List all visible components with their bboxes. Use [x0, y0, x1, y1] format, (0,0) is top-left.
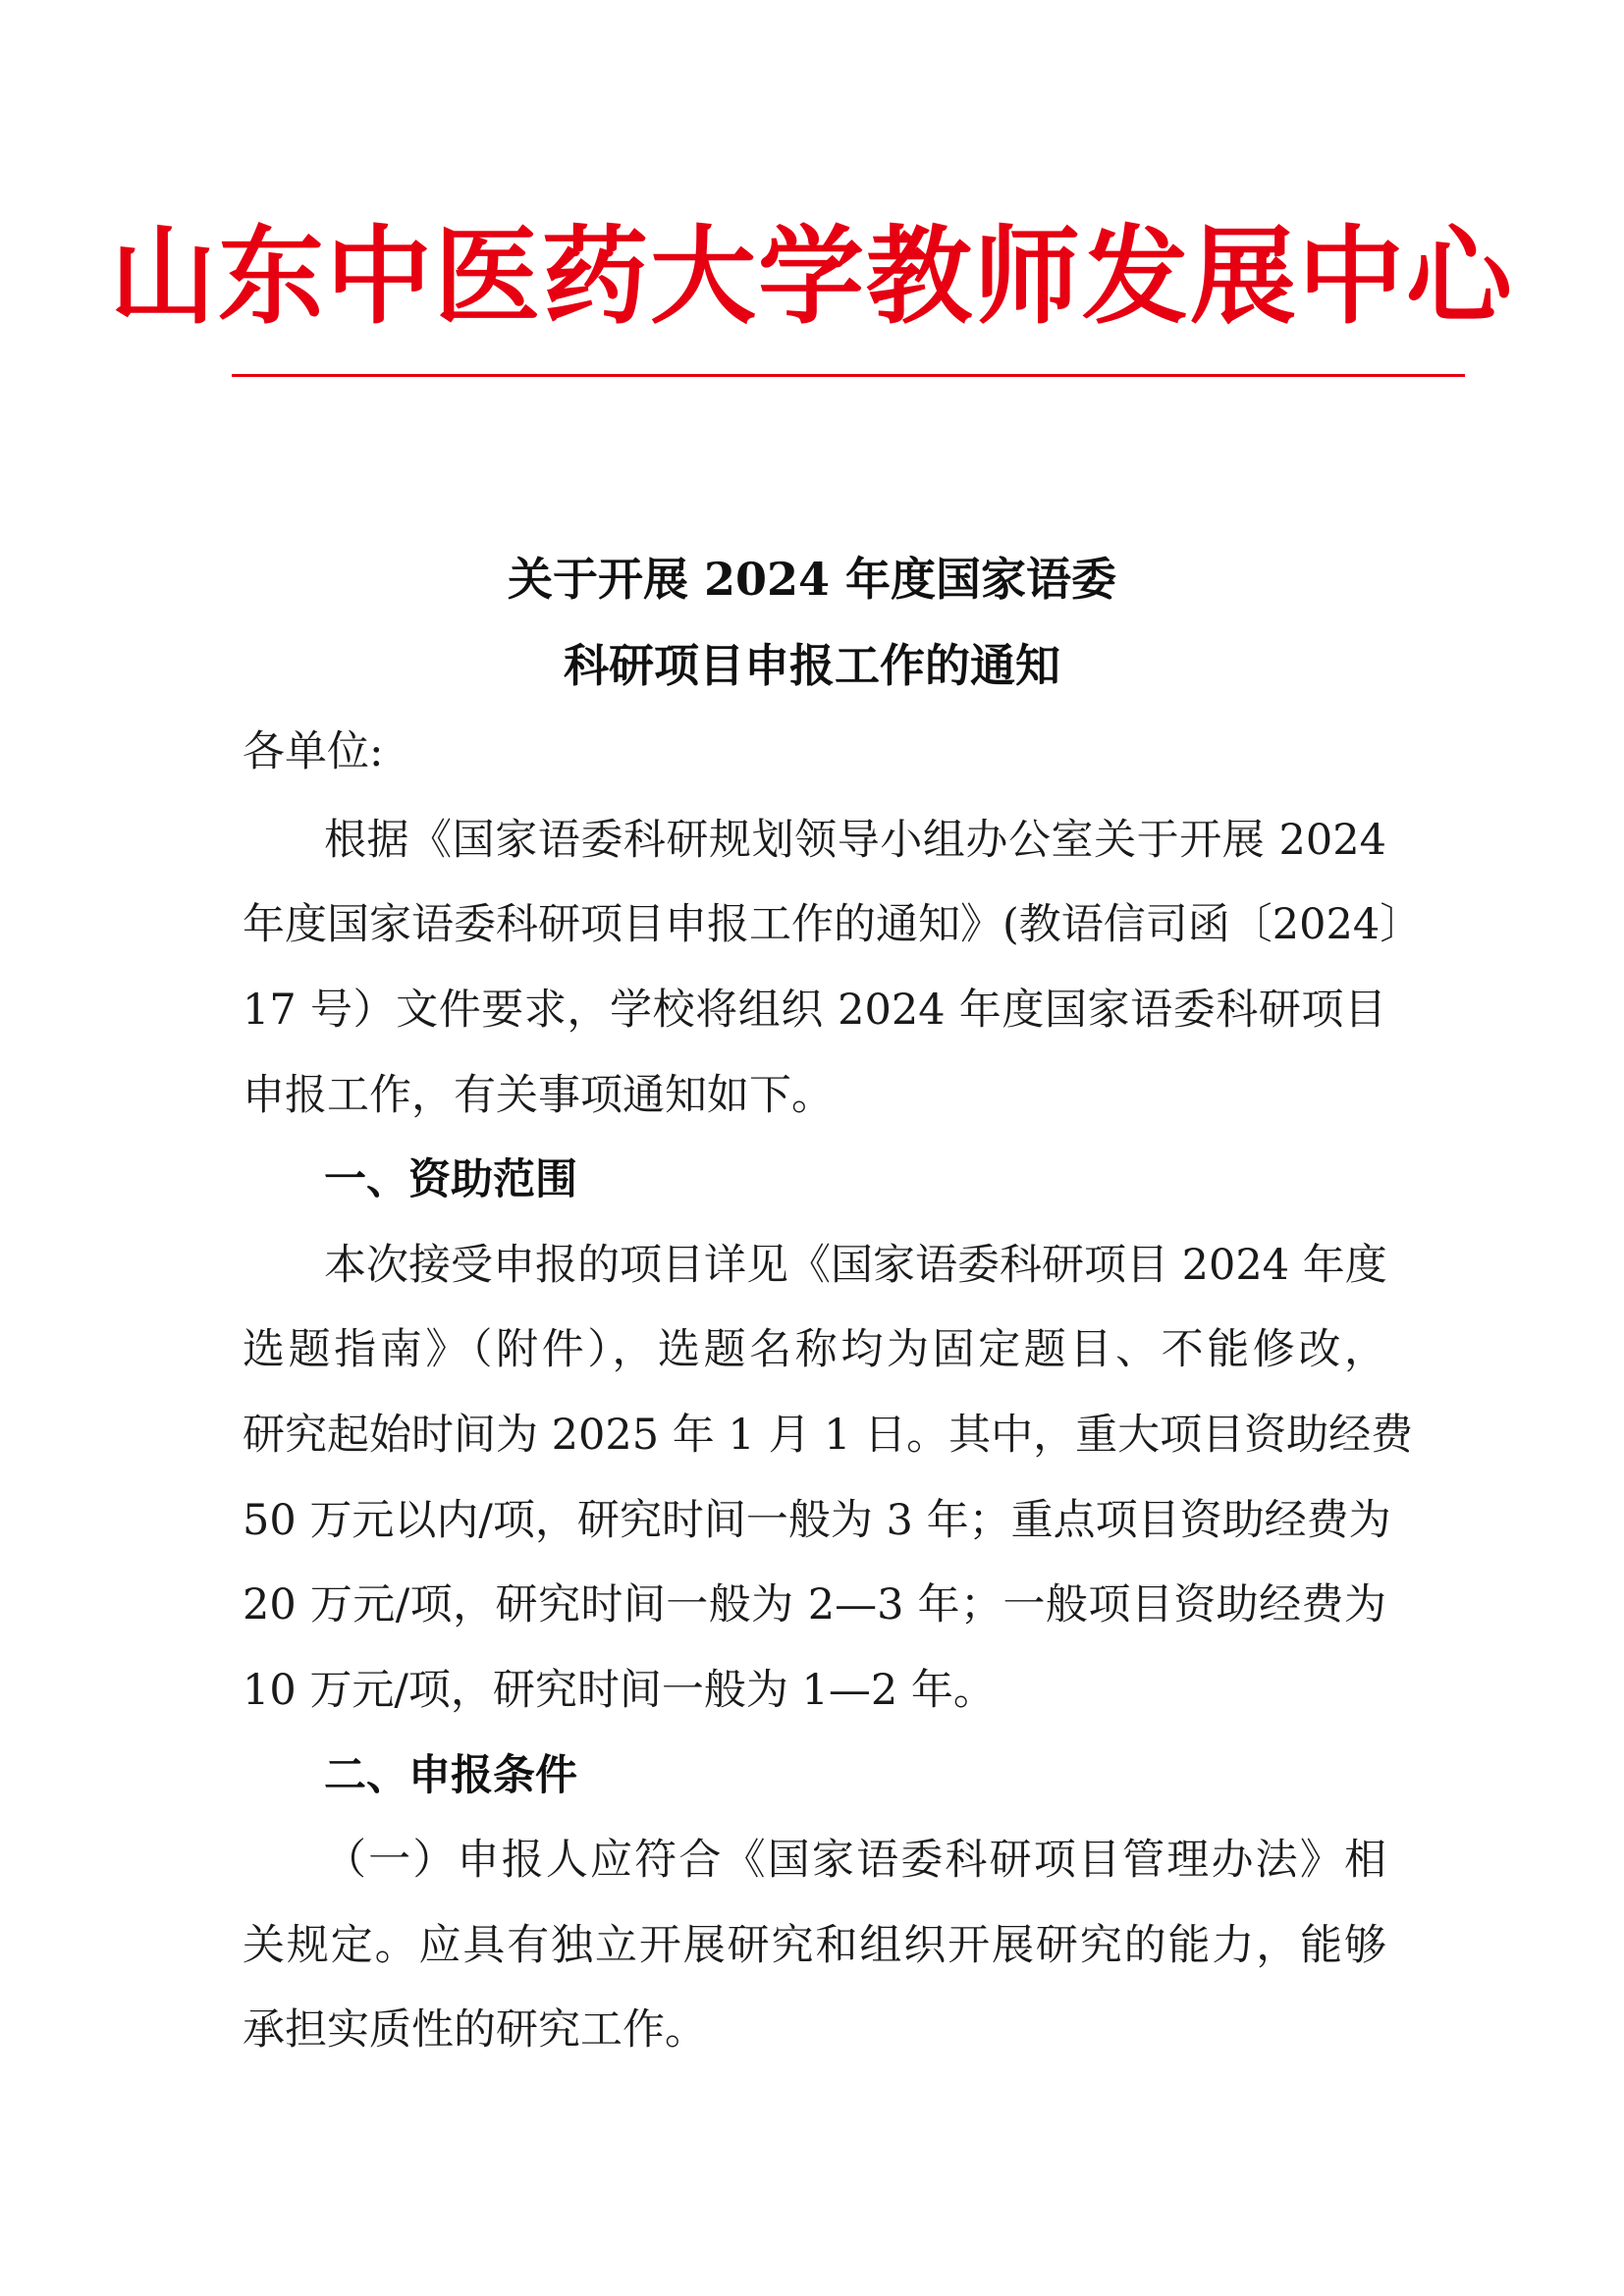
section-heading-funding: 一、资助范围: [324, 1155, 577, 1204]
intro-line: 年度国家语委科研项目申报工作的通知》(教语信司函〔2024〕: [243, 900, 1423, 949]
section1-line: 研究起始时间为 2025 年 1 月 1 日。其中，重大项目资助经费: [243, 1411, 1414, 1460]
document-title-line-1: 关于开展 2024 年度国家语委: [507, 553, 1117, 606]
header-rule: [232, 374, 1465, 377]
intro-line: 17 号）文件要求，学校将组织 2024 年度国家语委科研项目: [243, 986, 1386, 1035]
section1-line: 10 万元/项，研究时间一般为 1—2 年。: [243, 1666, 996, 1715]
document-title-line-2: 科研项目申报工作的通知: [564, 639, 1060, 692]
section-heading-conditions: 二、申报条件: [324, 1751, 577, 1800]
section1-line: 本次接受申报的项目详见《国家语委科研项目 2024 年度: [324, 1241, 1387, 1290]
intro-line: 根据《国家语委科研规划领导小组办公室关于开展 2024: [324, 816, 1386, 865]
salutation: 各单位:: [243, 727, 384, 776]
section2-line: （一）申报人应符合《国家语委科研项目管理办法》相: [324, 1836, 1386, 1885]
section2-line: 关规定。应具有独立开展研究和组织开展研究的能力，能够: [243, 1921, 1386, 1970]
section1-line: 选题指南》（附件），选题名称均为固定题目、不能修改，: [243, 1325, 1386, 1374]
masthead: 山东中医药大学教师发展中心: [109, 216, 1514, 339]
section1-line: 20 万元/项，研究时间一般为 2—3 年；一般项目资助经费为: [243, 1580, 1386, 1629]
section2-line: 承担实质性的研究工作。: [243, 2005, 707, 2055]
section1-line: 50 万元以内/项，研究时间一般为 3 年；重点项目资助经费为: [243, 1496, 1391, 1545]
intro-line: 申报工作，有关事项通知如下。: [243, 1071, 834, 1120]
